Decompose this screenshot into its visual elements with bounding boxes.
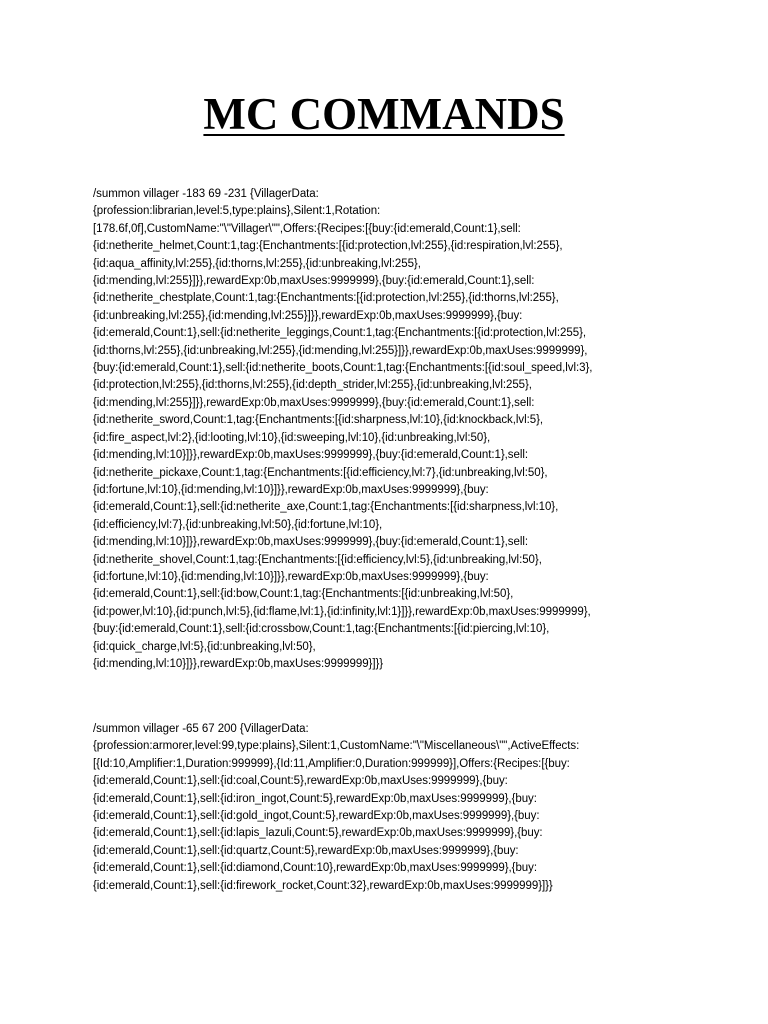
command-line: {id:fortune,lvl:10},{id:mending,lvl:10}]}},rewardExp:0b,maxUses:9999999},{buy:: [93, 483, 489, 496]
command-line: {id:power,lvl:10},{id:punch,lvl:5},{id:flame,lvl:1},{id:infinity,lvl:1}]}},rewardExp:0b,maxUses:9999999},: [93, 605, 591, 618]
command-line: /summon villager -65 67 200 {VillagerData:: [93, 723, 309, 735]
command-line: {id:emerald,Count:1},sell:{id:quartz,Count:5},rewardExp:0b,maxUses:9999999},{buy:: [93, 844, 519, 857]
command-line: {id:emerald,Count:1},sell:{id:bow,Count:1,tag:{Enchantments:[{id:unbreaking,lvl:50},: [93, 588, 514, 601]
command-line: {id:aqua_affinity,lvl:255},{id:thorns,lvl:255},{id:unbreaking,lvl:255},: [93, 257, 421, 270]
command-line: {buy:{id:emerald,Count:1},sell:{id:crossbow,Count:1,tag:{Enchantments:[{id:piercing,lvl:10},: [93, 623, 550, 636]
command-line: {id:mending,lvl:10}]}},rewardExp:0b,maxUses:9999999},{buy:{id:emerald,Count:1},sell:: [93, 449, 529, 462]
page-title: [0, 86, 768, 142]
command-line: {id:thorns,lvl:255},{id:unbreaking,lvl:255},{id:mending,lvl:255}]}},rewardExp:0b,maxUses:9999999},: [93, 344, 588, 357]
command-line: {id:protection,lvl:255},{id:thorns,lvl:255},{id:depth_strider,lvl:255},{id:unbreaking,lvl:255},: [93, 379, 532, 392]
command-line: /summon villager -183 69 -231 {VillagerData:: [93, 188, 319, 200]
command-line: {id:netherite_shovel,Count:1,tag:{Enchantments:[{id:efficiency,lvl:5},{id:unbreaking,lvl:50},: [93, 553, 542, 566]
command-line: {id:emerald,Count:1},sell:{id:lapis_lazuli,Count:5},rewardExp:0b,maxUses:9999999},{buy:: [93, 827, 543, 840]
command-line: [178.6f,0f],CustomName:"\"Villager\"",Offers:{Recipes:[{buy:{id:emerald,Count:1},sell:: [93, 222, 521, 235]
command-line: {id:quick_charge,lvl:5},{id:unbreaking,lvl:50},: [93, 640, 316, 653]
command-line: {id:netherite_chestplate,Count:1,tag:{Enchantments:[{id:protection,lvl:255},{id:thorns,lvl:255},: [93, 292, 559, 305]
command-line: {id:efficiency,lvl:7},{id:unbreaking,lvl:50},{id:fortune,lvl:10},: [93, 518, 383, 531]
command-line: {id:fire_aspect,lvl:2},{id:looting,lvl:10},{id:sweeping,lvl:10},{id:unbreaking,lvl:50},: [93, 431, 491, 444]
command-line: {id:netherite_sword,Count:1,tag:{Enchantments:[{id:sharpness,lvl:10},{id:knockback,lvl:5},: [93, 414, 544, 427]
command-line: {id:emerald,Count:1},sell:{id:firework_rocket,Count:32},rewardExp:0b,maxUses:9999999}]}}: [93, 879, 553, 892]
command-line: {id:emerald,Count:1},sell:{id:diamond,Count:10},rewardExp:0b,maxUses:9999999},{buy:: [93, 862, 538, 875]
command-line: {id:netherite_pickaxe,Count:1,tag:{Enchantments:[{id:efficiency,lvl:7},{id:unbreaking,lvl:50},: [93, 466, 548, 479]
command-block-librarian-villager: [93, 186, 683, 673]
command-line: {id:mending,lvl:255}]}},rewardExp:0b,maxUses:9999999},{buy:{id:emerald,Count:1},sell:: [93, 275, 535, 288]
command-line: {id:emerald,Count:1},sell:{id:netherite_leggings,Count:1,tag:{Enchantments:[{id:protection,lvl:255},: [93, 327, 587, 340]
command-block-armorer-villager: [93, 721, 683, 895]
command-line: {id:emerald,Count:1},sell:{id:iron_ingot,Count:5},rewardExp:0b,maxUses:9999999},{buy:: [93, 792, 537, 805]
command-line: {id:mending,lvl:255}]}},rewardExp:0b,maxUses:9999999},{buy:{id:emerald,Count:1},sell:: [93, 396, 535, 409]
command-line: {id:mending,lvl:10}]}},rewardExp:0b,maxUses:9999999}]}}: [93, 657, 384, 670]
command-line: {profession:armorer,level:99,type:plains},Silent:1,CustomName:"\"Miscellaneous\"",ActiveEffects:: [93, 740, 580, 753]
command-line: {id:mending,lvl:10}]}},rewardExp:0b,maxUses:9999999},{buy:{id:emerald,Count:1},sell:: [93, 536, 529, 549]
command-line: {id:emerald,Count:1},sell:{id:coal,Count:5},rewardExp:0b,maxUses:9999999},{buy:: [93, 775, 508, 788]
command-line: {id:unbreaking,lvl:255},{id:mending,lvl:255}]}},rewardExp:0b,maxUses:9999999},{buy:: [93, 309, 523, 322]
command-line: {id:netherite_helmet,Count:1,tag:{Enchantments:[{id:protection,lvl:255},{id:respiration,lvl:255},: [93, 240, 563, 253]
command-line: {id:emerald,Count:1},sell:{id:gold_ingot,Count:5},rewardExp:0b,maxUses:9999999},{buy:: [93, 810, 540, 823]
page-title-text: MC COMMANDS: [203, 89, 565, 139]
command-line: {id:fortune,lvl:10},{id:mending,lvl:10}]}},rewardExp:0b,maxUses:9999999},{buy:: [93, 570, 489, 583]
command-line: [{Id:10,Amplifier:1,Duration:999999},{Id:11,Amplifier:0,Duration:999999}],Offers:{Recipes:[{buy:: [93, 757, 570, 770]
command-line: {buy:{id:emerald,Count:1},sell:{id:netherite_boots,Count:1,tag:{Enchantments:[{id:soul_speed,lvl:3},: [93, 362, 593, 375]
command-line: {profession:librarian,level:5,type:plains},Silent:1,Rotation:: [93, 205, 381, 218]
command-line: {id:emerald,Count:1},sell:{id:netherite_axe,Count:1,tag:{Enchantments:[{id:sharpness,lvl:10},: [93, 501, 559, 514]
